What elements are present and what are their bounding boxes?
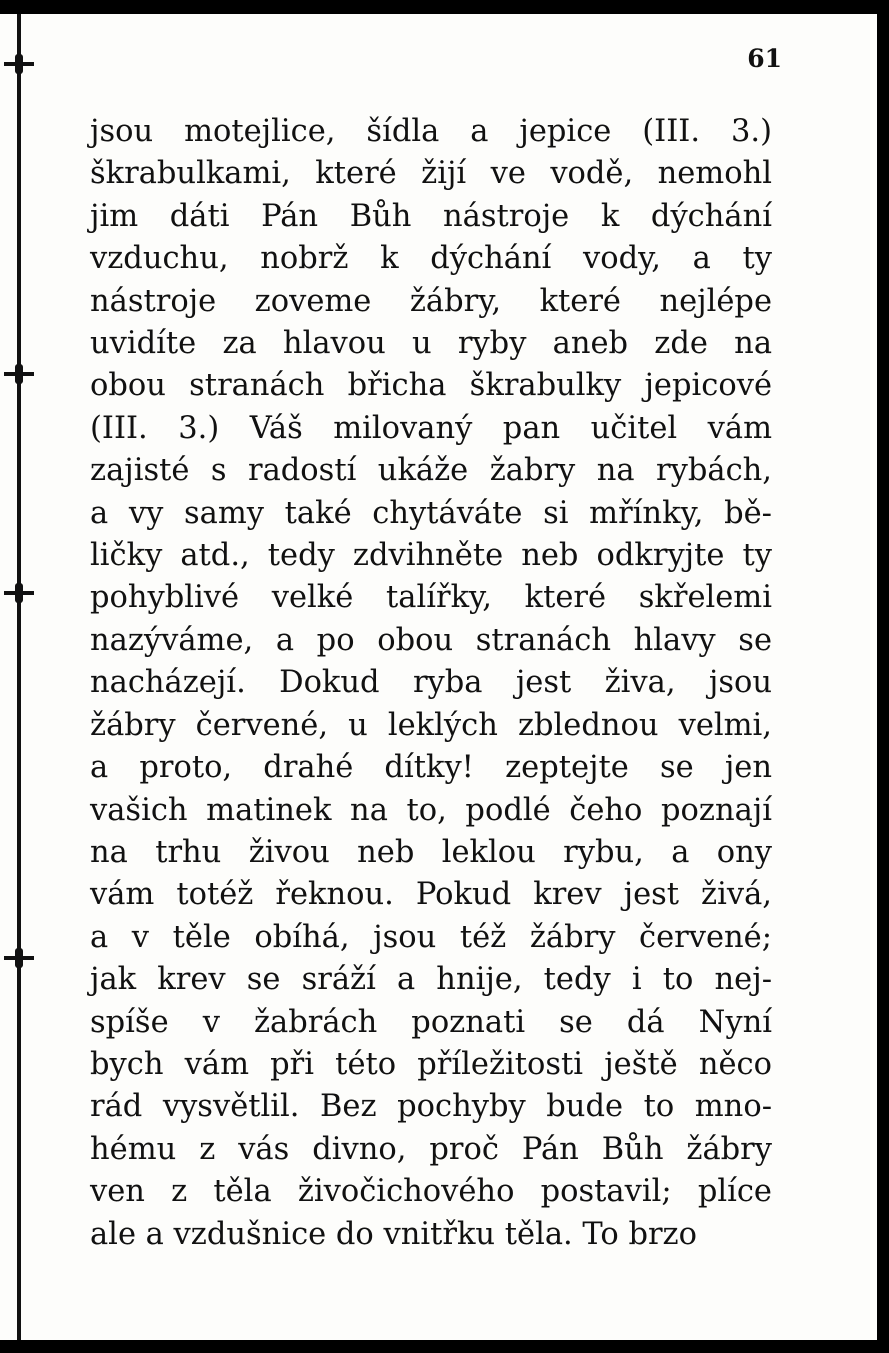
text-line: nazýváme, a po obou stranách hlavy se [90, 622, 772, 658]
text-line: ličky atd., tedy zdvihněte neb odkryjte ty [90, 538, 772, 574]
text-line: bych vám při této příležitosti ještě něco [90, 1046, 772, 1082]
text-line: nástroje zoveme žábry, které nejlépe [90, 283, 772, 319]
text-line: ale a vzdušnice do vnitřku těla. To brzo [90, 1216, 697, 1252]
text-line: pohyblivé velké talířky, které skřelemi [90, 580, 772, 616]
text-line: ven z těla živočichového postavil; plíce [90, 1174, 772, 1210]
text-line: a proto, drahé dítky! zeptejte se jen [90, 750, 772, 786]
binding-mark [4, 956, 34, 960]
text-line: na trhu živou neb leklou rybu, a ony [90, 834, 772, 870]
text-line: a v těle obíhá, jsou též žábry červené; [90, 919, 772, 955]
text-line: škrabulkami, které žijí ve vodě, nemohl [90, 156, 772, 192]
text-line: vám totéž řeknou. Pokud krev jest živá, [90, 877, 772, 913]
binding-mark [4, 591, 34, 595]
text-line: a vy samy také chytáváte si mřínky, bě- [90, 495, 772, 531]
text-line: jim dáti Pán Bůh nástroje k dýchání [90, 198, 772, 234]
text-line: jsou motejlice, šídla a jepice (III. 3.) [90, 114, 772, 149]
text-line: rád vysvětlil. Bez pochyby bude to mno- [90, 1089, 772, 1125]
text-line: spíše v žabrách poznati se dá Nyní [90, 1004, 772, 1040]
binding-mark [4, 372, 34, 376]
text-line: hému z vás divno, proč Pán Bůh žábry [90, 1131, 772, 1167]
binding-mark [4, 62, 34, 66]
body-text [90, 111, 772, 1256]
text-line: (III. 3.) Váš milovaný pan učitel vám [90, 410, 772, 446]
text-line: obou stranách břicha škrabulky jepicové [90, 368, 772, 404]
binding-edge [17, 14, 21, 1340]
text-line: žábry červené, u leklých zblednou velmi, [90, 707, 772, 743]
text-line: jak krev se sráží a hnije, tedy i to nej- [90, 962, 772, 998]
page-number: 61 [747, 44, 782, 73]
text-line: nacházejí. Dokud ryba jest živa, jsou [90, 665, 772, 701]
text-line: vašich matinek na to, podlé čeho poznají [90, 792, 772, 828]
text-line: zajisté s radostí ukáže žabry na rybách, [90, 453, 772, 489]
text-line: vzduchu, nobrž k dýchání vody, a ty [90, 241, 772, 277]
text-line: uvidíte za hlavou u ryby aneb zde na [90, 326, 772, 362]
book-page [0, 14, 877, 1340]
